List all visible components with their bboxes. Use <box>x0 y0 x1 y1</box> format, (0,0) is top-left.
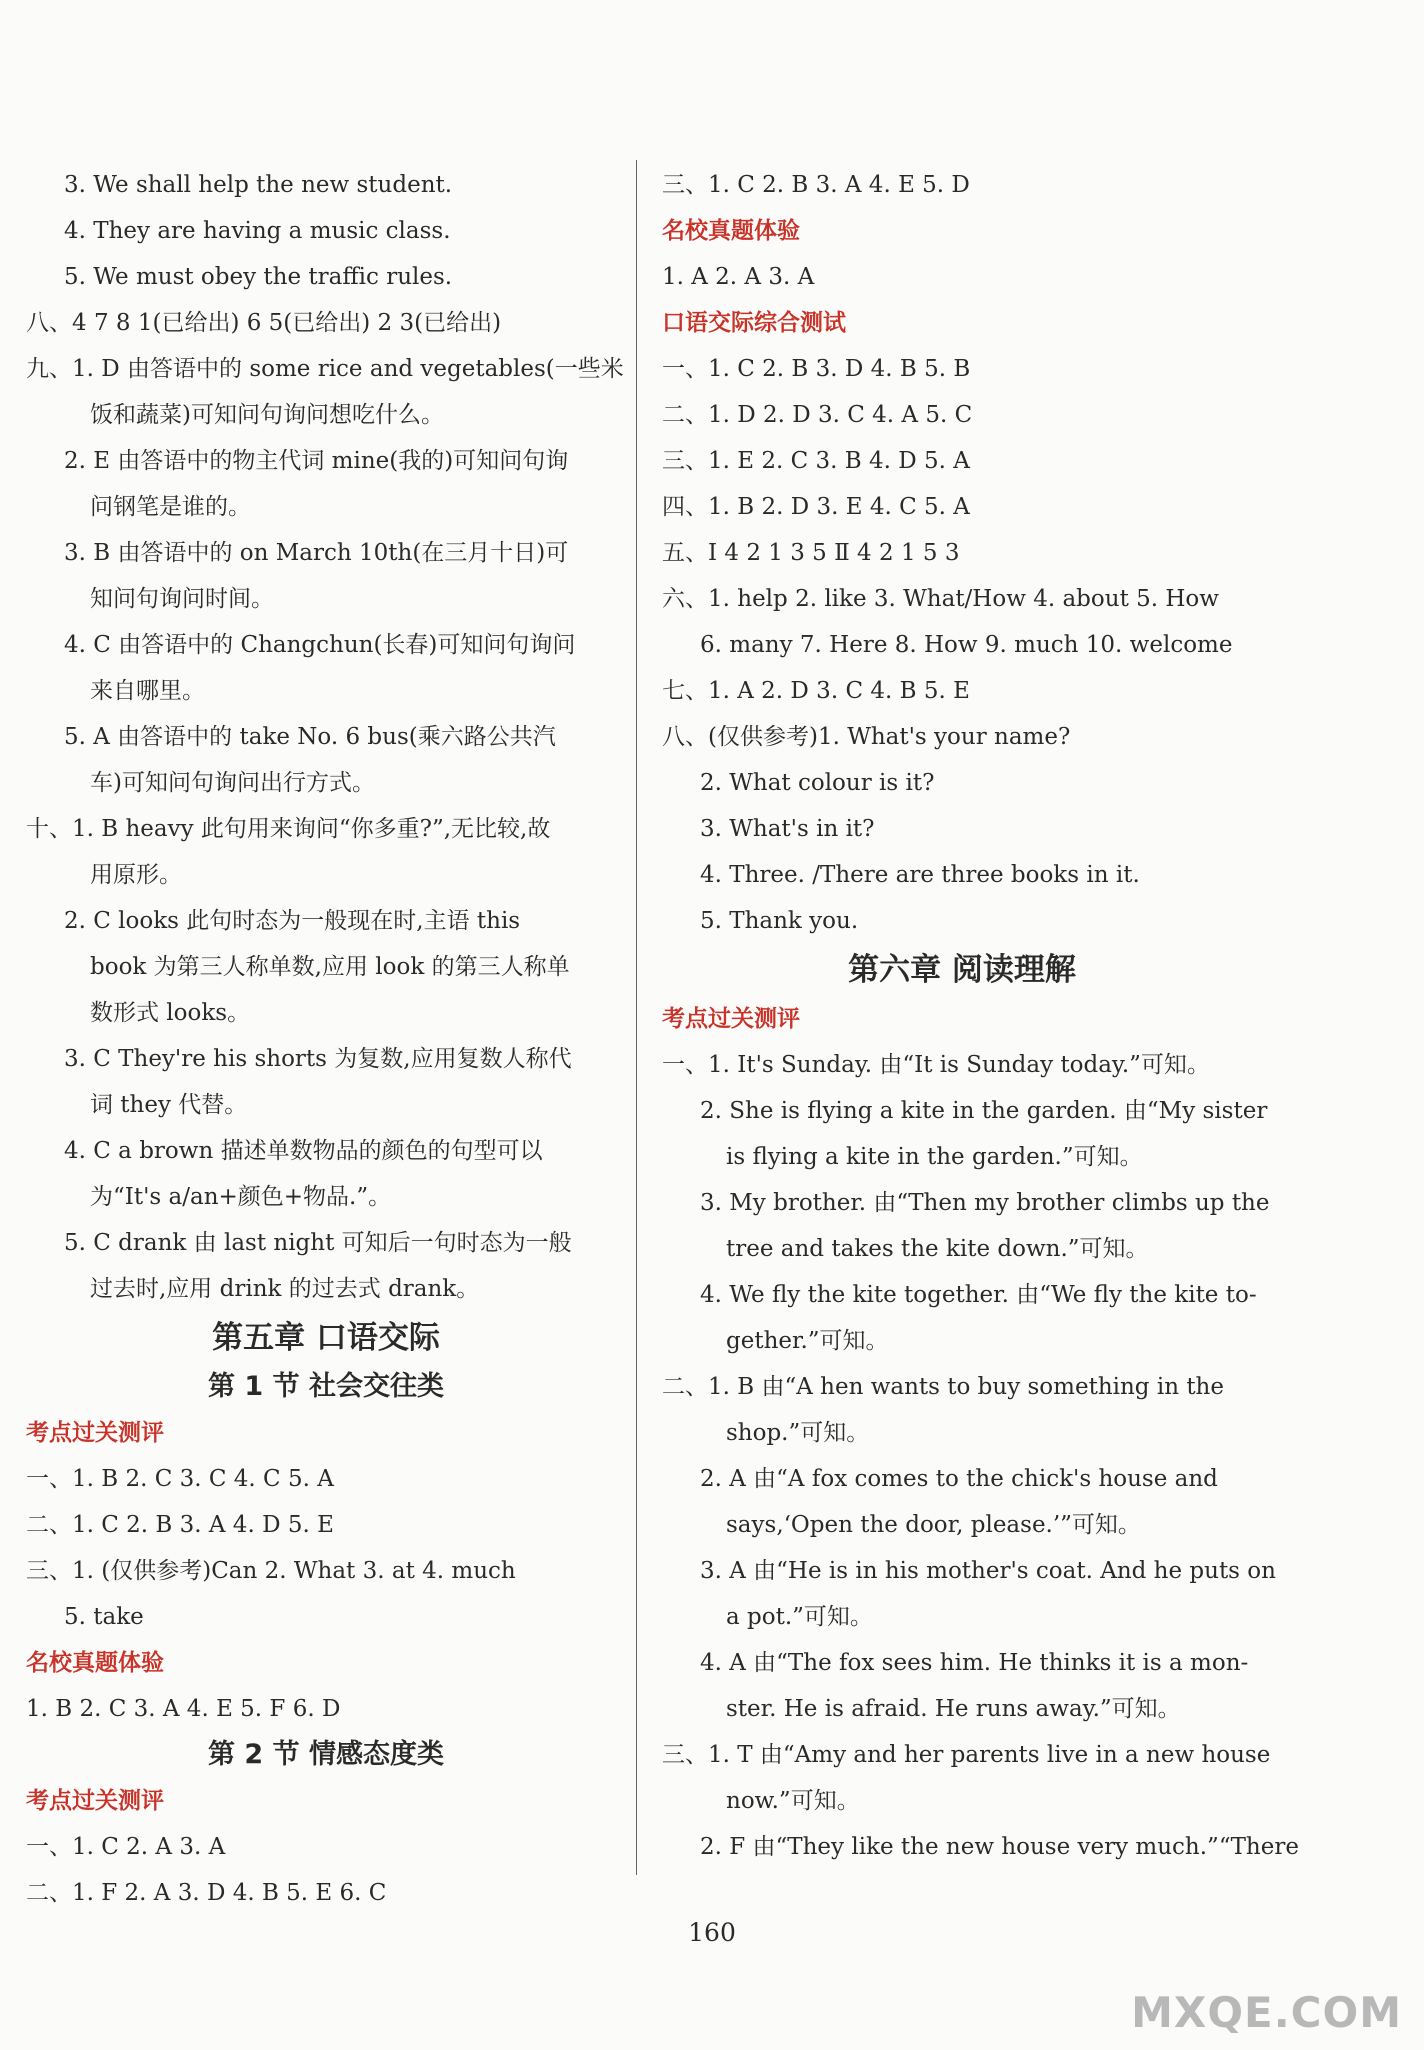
answer-line: 4. Three. /There are three books in it. <box>700 862 1140 888</box>
answer-line: 6. many 7. Here 8. How 9. much 10. welcome <box>700 632 1233 658</box>
answer-line: 4. C a brown 描述单数物品的颜色的句型可以 <box>64 1138 543 1164</box>
answer-line: 2. A 由“A fox comes to the chick's house and <box>700 1466 1218 1492</box>
answer-line: now.”可知。 <box>726 1788 860 1814</box>
answer-line: says,‘Open the door, please.’”可知。 <box>726 1512 1141 1538</box>
answer-line: 3. C They're his shorts 为复数,应用复数人称代 <box>64 1046 572 1072</box>
answer-line: 三、1. C 2. B 3. A 4. E 5. D <box>662 172 970 198</box>
answer-line: shop.”可知。 <box>726 1420 870 1446</box>
answer-line: 4. They are having a music class. <box>64 218 451 244</box>
section-heading: 名校真题体验 <box>662 218 800 244</box>
answer-line: 八、(仅供参考)1. What's your name? <box>662 724 1071 750</box>
answer-line: 2. C looks 此句时态为一般现在时,主语 this <box>64 908 521 934</box>
answer-line: 三、1. (仅供参考)Can 2. What 3. at 4. much <box>26 1558 516 1584</box>
answer-line: 来自哪里。 <box>90 678 205 704</box>
answer-line: 一、1. C 2. A 3. A <box>26 1834 226 1860</box>
answer-line: 二、1. B 由“A hen wants to buy something in the <box>662 1374 1224 1400</box>
chapter-title: 第六章 阅读理解 <box>848 952 1076 988</box>
answer-line: 问钢笔是谁的。 <box>90 494 251 520</box>
page-number: 160 <box>688 1918 736 1947</box>
answer-line: 1. B 2. C 3. A 4. E 5. F 6. D <box>26 1696 341 1722</box>
answer-line: gether.”可知。 <box>726 1328 889 1354</box>
answer-line: 一、1. B 2. C 3. C 4. C 5. A <box>26 1466 334 1492</box>
answer-line: 五、Ⅰ 4 2 1 3 5 Ⅱ 4 2 1 5 3 <box>662 540 960 566</box>
answer-line: 5. We must obey the traffic rules. <box>64 264 453 290</box>
answer-line: 十、1. B heavy 此句用来询问“你多重?”,无比较,故 <box>26 816 551 842</box>
section-title: 第 1 节 社会交往类 <box>208 1371 444 1402</box>
answer-line: 5. take <box>64 1604 144 1630</box>
answer-line: 用原形。 <box>90 862 182 888</box>
answer-line: 七、1. A 2. D 3. C 4. B 5. E <box>662 678 970 704</box>
answer-line: 4. C 由答语中的 Changchun(长春)可知问句询问 <box>64 632 576 658</box>
section-heading: 口语交际综合测试 <box>662 310 846 336</box>
answer-line: 数形式 looks。 <box>90 1000 251 1026</box>
answer-line: 2. F 由“They like the new house very much.”“There <box>700 1834 1299 1860</box>
answer-line: 词 they 代替。 <box>90 1092 248 1118</box>
answer-line: 为“It's a/an+颜色+物品.”。 <box>90 1184 392 1210</box>
answer-line: book 为第三人称单数,应用 look 的第三人称单 <box>90 954 570 980</box>
answer-line: 4. A 由“The fox sees him. He thinks it is a mon- <box>700 1650 1249 1676</box>
answer-line: 六、1. help 2. like 3. What/How 4. about 5. How <box>662 586 1219 612</box>
answer-line: is flying a kite in the garden.”可知。 <box>726 1144 1143 1170</box>
left-column <box>26 162 626 1916</box>
answer-line: 二、1. D 2. D 3. C 4. A 5. C <box>662 402 973 428</box>
section-heading: 考点过关测评 <box>662 1006 800 1032</box>
answer-line: 5. C drank 由 last night 可知后一句时态为一般 <box>64 1230 572 1256</box>
answer-line: 三、1. E 2. C 3. B 4. D 5. A <box>662 448 970 474</box>
column-divider <box>636 160 637 1875</box>
answer-line: 5. A 由答语中的 take No. 6 bus(乘六路公共汽 <box>64 724 556 750</box>
answer-line: 四、1. B 2. D 3. E 4. C 5. A <box>662 494 970 520</box>
section-heading: 考点过关测评 <box>26 1788 164 1814</box>
answer-line: 三、1. T 由“Amy and her parents live in a new house <box>662 1742 1271 1768</box>
answer-line: 车)可知问句询问出行方式。 <box>90 770 375 796</box>
answer-line: tree and takes the kite down.”可知。 <box>726 1236 1149 1262</box>
section-heading: 名校真题体验 <box>26 1650 164 1676</box>
answer-line: 4. We fly the kite together. 由“We fly the kite to- <box>700 1282 1257 1308</box>
answer-line: 九、1. D 由答语中的 some rice and vegetables(一些米 <box>26 356 624 382</box>
answer-line: 2. She is flying a kite in the garden. 由“My sister <box>700 1098 1268 1124</box>
answer-line: 1. A 2. A 3. A <box>662 264 815 290</box>
answer-line: 3. My brother. 由“Then my brother climbs up the <box>700 1190 1270 1216</box>
answer-line: 3. B 由答语中的 on March 10th(在三月十日)可 <box>64 540 569 566</box>
answer-line: 八、4 7 8 1(已给出) 6 5(已给出) 2 3(已给出) <box>26 310 502 336</box>
answer-line: 一、1. It's Sunday. 由“It is Sunday today.”可知。 <box>662 1052 1210 1078</box>
answer-line: 二、1. F 2. A 3. D 4. B 5. E 6. C <box>26 1880 387 1906</box>
chapter-title: 第五章 口语交际 <box>212 1320 440 1356</box>
answer-line: 2. What colour is it? <box>700 770 935 796</box>
section-heading: 考点过关测评 <box>26 1420 164 1446</box>
answer-line: 3. A 由“He is in his mother's coat. And he puts on <box>700 1558 1276 1584</box>
right-column <box>662 162 1299 1870</box>
answer-line: 5. Thank you. <box>700 908 859 934</box>
answer-line: 3. We shall help the new student. <box>64 172 453 198</box>
answer-line: a pot.”可知。 <box>726 1604 873 1630</box>
answer-line: 知问句询问时间。 <box>90 586 274 612</box>
answer-line: 饭和蔬菜)可知问句询问想吃什么。 <box>90 402 444 428</box>
section-title: 第 2 节 情感态度类 <box>208 1739 444 1770</box>
answer-line: 一、1. C 2. B 3. D 4. B 5. B <box>662 356 971 382</box>
watermark-logo: MXQE.COM <box>1131 1988 1402 2037</box>
answer-line: 3. What's in it? <box>700 816 875 842</box>
answer-line: 二、1. C 2. B 3. A 4. D 5. E <box>26 1512 334 1538</box>
answer-line: ster. He is afraid. He runs away.”可知。 <box>726 1696 1181 1722</box>
answer-line: 2. E 由答语中的物主代词 mine(我的)可知问句询 <box>64 448 569 474</box>
answer-line: 过去时,应用 drink 的过去式 drank。 <box>90 1276 480 1302</box>
